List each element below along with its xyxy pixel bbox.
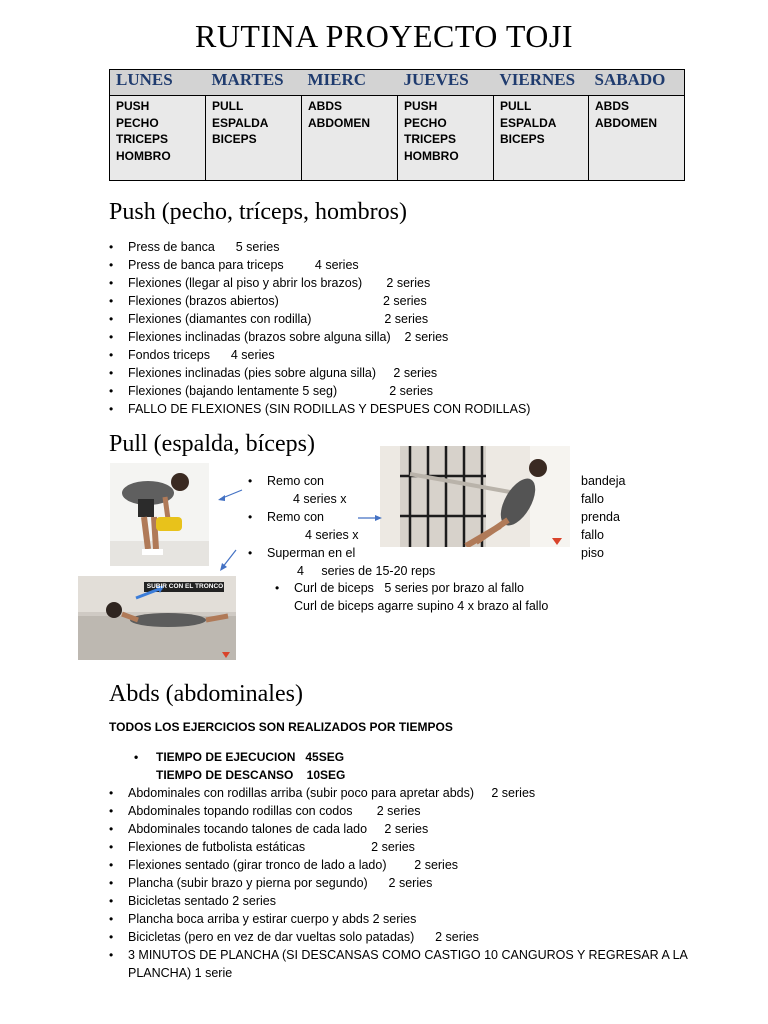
cell-line: ABDS xyxy=(595,99,630,113)
abds-exercise-list xyxy=(128,784,688,982)
schedule-cell-friday xyxy=(494,96,589,181)
list-item: • Plancha (subir brazo y pierna por segundo) 2 series xyxy=(128,874,688,892)
pull-heading: Pull (espalda, bíceps) xyxy=(109,431,315,457)
list-item-detail: 4 series de 15-20 reps xyxy=(297,564,436,578)
day-header-tuesday: MARTES xyxy=(206,70,302,96)
item-continuation: fallo xyxy=(581,528,604,542)
day-header-wednesday: MIERC xyxy=(302,70,398,96)
list-item-detail: 4 series x xyxy=(305,528,359,542)
photo-row-bandeja xyxy=(110,463,209,566)
list-item: • Flexiones (bajando lentamente 5 seg) 2 series xyxy=(128,382,530,400)
push-exercise-list xyxy=(128,238,530,418)
schedule-table xyxy=(109,69,685,181)
list-item: • Curl de biceps 5 series por brazo al fallo xyxy=(294,579,548,597)
list-item: • Flexiones sentado (girar tronco de lado a lado) 2 series xyxy=(128,856,688,874)
abds-note: TODOS LOS EJERCICIOS SON REALIZADOS POR TIEMPOS xyxy=(109,720,453,734)
day-header-saturday: SABADO xyxy=(589,70,685,96)
day-header-friday: VIERNES xyxy=(494,70,589,96)
cell-line: TRICEPS xyxy=(116,132,169,146)
cell-line: ABDOMEN xyxy=(308,115,370,130)
list-item: • Flexiones inclinadas (brazos sobre alguna silla) 2 series xyxy=(128,328,530,346)
day-header-thursday: JUEVES xyxy=(398,70,494,96)
photo-superman xyxy=(78,576,236,660)
item-continuation: prenda xyxy=(581,510,620,524)
cell-line: PECHO xyxy=(116,115,159,130)
list-item: • Flexiones (brazos abiertos) 2 series xyxy=(128,292,530,310)
list-item: • Flexiones (llegar al piso y abrir los brazos) 2 series xyxy=(128,274,530,292)
list-item: • Press de banca 5 series xyxy=(128,238,530,256)
cell-line: PECHO xyxy=(404,115,447,130)
list-item-detail: 4 series x xyxy=(293,492,347,506)
list-item: • Abdominales tocando talones de cada lado 2 series xyxy=(128,820,688,838)
cell-line: PUSH xyxy=(404,99,438,113)
cell-line: ESPALDA xyxy=(212,115,269,130)
list-item: • Remo con xyxy=(267,508,435,526)
cell-line: PULL xyxy=(500,99,532,113)
schedule-body-row xyxy=(110,96,685,181)
cell-line: BICEPS xyxy=(212,132,257,146)
list-item: TIEMPO DE DESCANSO 10SEG xyxy=(156,768,346,782)
cell-line: HOMBRO xyxy=(116,148,171,163)
list-item: • Plancha boca arriba y estirar cuerpo y abds 2 series xyxy=(128,910,688,928)
abds-heading: Abds (abdominales) xyxy=(109,681,303,707)
schedule-cell-thursday xyxy=(398,96,494,181)
list-item: • Press de banca para triceps 4 series xyxy=(128,256,530,274)
list-item: • Bicicletas sentado 2 series xyxy=(128,892,688,910)
cell-line: HOMBRO xyxy=(404,148,459,163)
cell-line: PUSH xyxy=(116,99,150,113)
push-heading: Push (pecho, tríceps, hombros) xyxy=(109,199,407,225)
cell-line: ABDS xyxy=(308,99,343,113)
photo-caption: SUBIR CON EL TRONCO xyxy=(146,583,224,590)
cell-line: BICEPS xyxy=(500,132,545,146)
abds-timing-list xyxy=(156,748,345,784)
cell-line: ESPALDA xyxy=(500,115,557,130)
cell-line: TRICEPS xyxy=(404,132,457,146)
list-item: • Abdominales topando rodillas con codos 2 series xyxy=(128,802,688,820)
list-item: Curl de biceps agarre supino 4 x brazo al fallo xyxy=(294,599,549,613)
schedule-cell-saturday xyxy=(589,96,685,181)
list-item-continuation: PLANCHA) 1 serie xyxy=(128,966,233,980)
schedule-header-row xyxy=(110,70,685,96)
list-item: • Remo con xyxy=(267,472,435,490)
item-continuation: piso xyxy=(581,546,604,560)
list-item: • Abdominales con rodillas arriba (subir poco para apretar abds) 2 series xyxy=(128,784,688,802)
cell-line: ABDOMEN xyxy=(595,115,657,130)
page-title: RUTINA PROYECTO TOJI xyxy=(194,18,574,54)
list-item: • Fondos triceps 4 series xyxy=(128,346,530,364)
day-header-monday: LUNES xyxy=(110,70,206,96)
cell-line: PULL xyxy=(212,99,244,113)
pull-exercise-list xyxy=(267,472,435,580)
list-item: • TIEMPO DE EJECUCION 45SEG xyxy=(156,748,345,766)
item-continuation: fallo xyxy=(581,492,604,506)
list-item: • Flexiones inclinadas (pies sobre alguna silla) 2 series xyxy=(128,364,530,382)
item-continuation: bandeja xyxy=(581,474,626,488)
curl-exercise-list xyxy=(294,579,548,615)
list-item: • Superman en el xyxy=(267,544,435,562)
schedule-cell-tuesday xyxy=(206,96,302,181)
list-item: • Bicicletas (pero en vez de dar vueltas solo patadas) 2 series xyxy=(128,928,688,946)
schedule-cell-wednesday xyxy=(302,96,398,181)
list-item: • FALLO DE FLEXIONES (SIN RODILLAS Y DESPUES CON RODILLAS) xyxy=(128,400,530,418)
pull-right-column xyxy=(581,472,626,562)
list-item: • Flexiones de futbolista estáticas 2 series xyxy=(128,838,688,856)
list-item: • 3 MINUTOS DE PLANCHA (SI DESCANSAS COMO CASTIGO 10 CANGUROS Y REGRESAR A LA xyxy=(128,946,688,964)
schedule-cell-monday xyxy=(110,96,206,181)
list-item: • Flexiones (diamantes con rodilla) 2 series xyxy=(128,310,530,328)
